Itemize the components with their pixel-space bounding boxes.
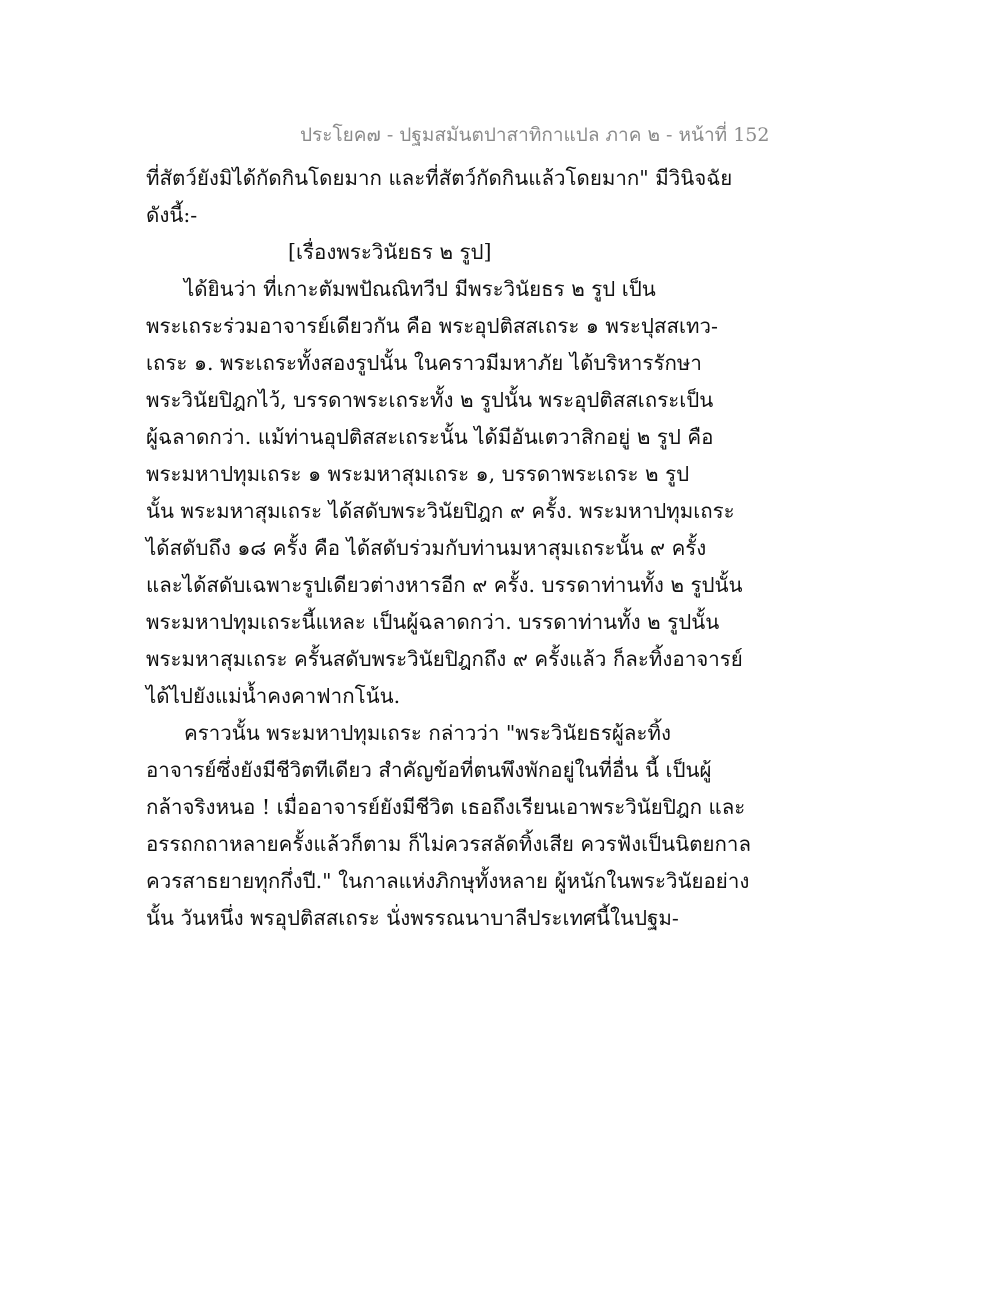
text-line: เถระ ๑. พระเถระทั้งสองรูปนั้น ในคราวมีมหาภัย ได้บริหารรักษา (146, 351, 702, 375)
text-line: พระมหาสุมเถระ ครั้นสดับพระวินัยปิฎกถึง ๙ ครั้งแล้ว ก็ละทิ้งอาจารย์ (146, 647, 743, 671)
text-line: ได้ไปยังแม่น้ำคงคาฟากโน้น. (146, 684, 401, 708)
text-line: นั้น พระมหาสุมเถระ ได้สดับพระวินัยปิฎก ๙ ครั้ง. พระมหาปทุมเถระ (146, 499, 735, 523)
text-line: พระวินัยปิฎกไว้, บรรดาพระเถระทั้ง ๒ รูปนั้น พระอุปติสสเถระเป็น (146, 388, 714, 412)
text-line: ผู้ฉลาดกว่า. แม้ท่านอุปติสสะเถระนั้น ได้มีอันเตวาสิกอยู่ ๒ รูป คือ (146, 425, 714, 449)
text-line: นั้น วันหนึ่ง พรอุปติสสเถระ นั่งพรรณนาบาลีประเทศนี้ในปฐม- (146, 906, 679, 930)
text-line: ดังนี้:- (146, 203, 198, 227)
text-line: พระมหาปทุมเถระนี้แหละ เป็นผู้ฉลาดกว่า. บรรดาท่านทั้ง ๒ รูปนั้น (146, 610, 720, 634)
text-line: อาจารย์ซึ่งยังมีชีวิตทีเดียว สำคัญข้อที่ตนพึงพักอยู่ในที่อื่น นี้ เป็นผู้ (146, 758, 712, 782)
running-header: ประโยค๗ - ปฐมสมันตปาสาทิกาแปล ภาค ๒ - หน้าที่ 152 (300, 124, 770, 146)
text-line: อรรถกถาหลายครั้งแล้วก็ตาม ก็ไม่ควรสลัดทิ้งเสีย ควรฟังเป็นนิตยกาล (146, 832, 752, 856)
text-line: ได้สดับถึง ๑๘ ครั้ง คือ ได้สดับร่วมกับท่านมหาสุมเถระนั้น ๙ ครั้ง (146, 536, 707, 560)
body-text (146, 160, 752, 937)
section-heading: [เรื่องพระวินัยธร ๒ รูป] (288, 240, 492, 264)
paragraph-first-line: ได้ยินว่า ที่เกาะตัมพปัณณิทวีป มีพระวินัยธร ๒ รูป เป็น (184, 277, 656, 301)
text-line: ควรสาธยายทุกกึ่งปี." ในกาลแห่งภิกษุทั้งหลาย ผู้หนักในพระวินัยอย่าง (146, 869, 750, 893)
text-line: พระมหาปทุมเถระ ๑ พระมหาสุมเถระ ๑, บรรดาพระเถระ ๒ รูป (146, 462, 690, 486)
text-line: กล้าจริงหนอ ! เมื่ออาจารย์ยังมีชีวิต เธอถึงเรียนเอาพระวินัยปิฎก และ (146, 795, 746, 819)
text-line: พระเถระร่วมอาจารย์เดียวกัน คือ พระอุปติสสเถระ ๑ พระปุสสเทว- (146, 314, 718, 338)
text-line: ที่สัตว์ยังมิได้กัดกินโดยมาก และที่สัตว์กัดกินแล้วโดยมาก" มีวินิจฉัย (146, 166, 733, 190)
paragraph-first-line: คราวนั้น พระมหาปทุมเถระ กล่าวว่า "พระวินัยธรผู้ละทิ้ง (184, 721, 672, 745)
text-line: และได้สดับเฉพาะรูปเดียวต่างหารอีก ๙ ครั้ง. บรรดาท่านทั้ง ๒ รูปนั้น (146, 573, 743, 597)
